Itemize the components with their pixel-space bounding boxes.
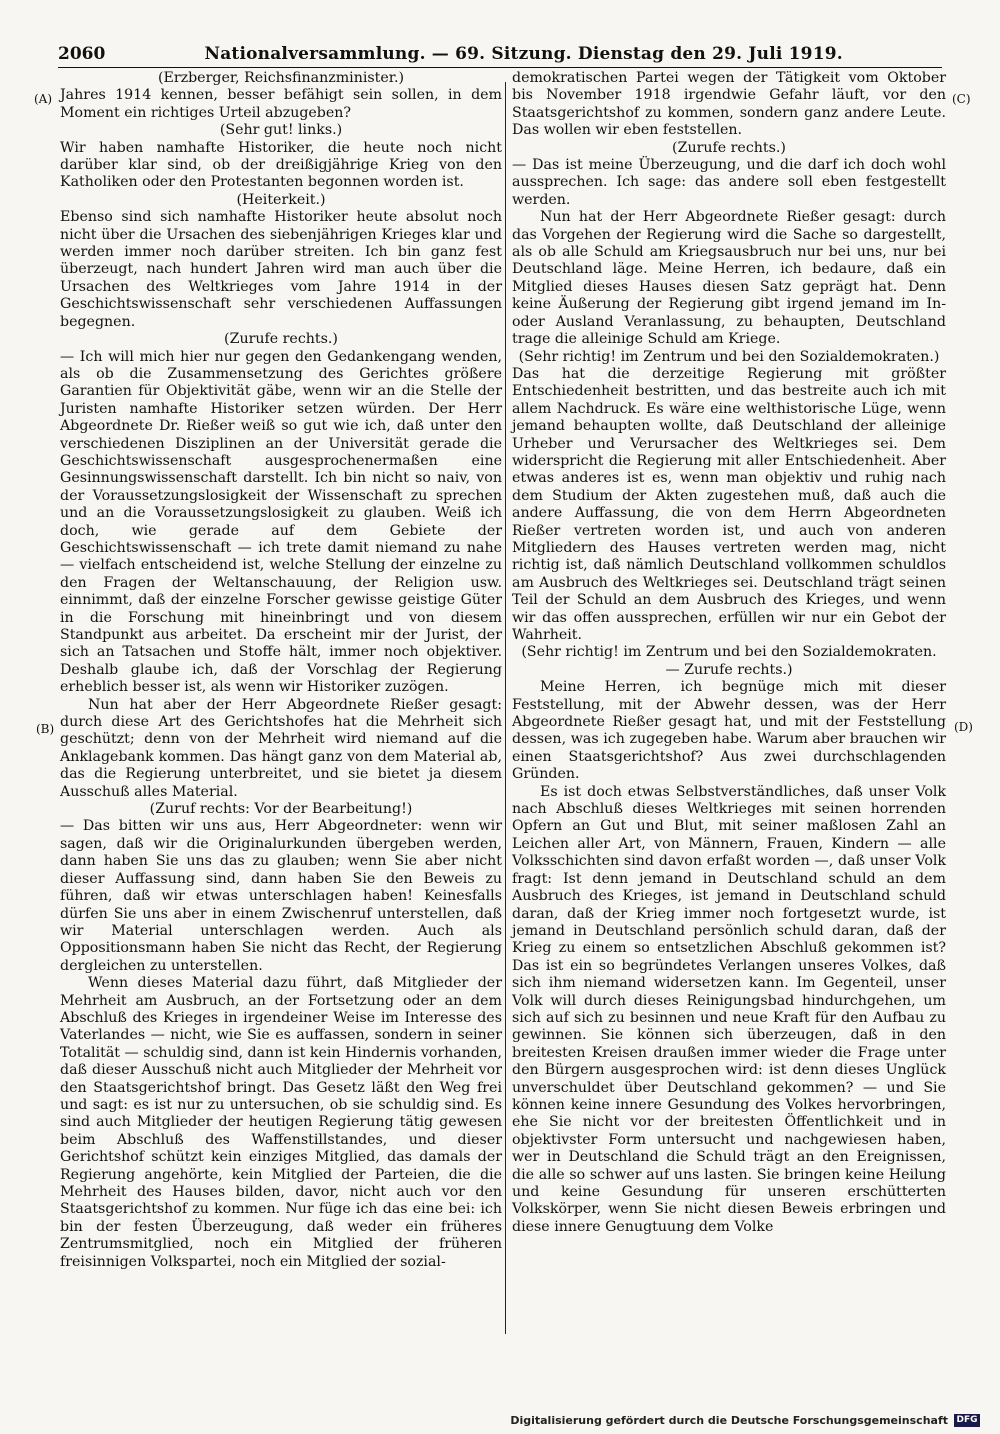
dfg-logo-icon: DFG (954, 1414, 980, 1427)
footer-credit (510, 1414, 980, 1427)
interjection: (Zurufe rechts.) (672, 139, 786, 156)
paragraph: Es ist doch etwas Selbstverständliches, daß unser Volk nach Abschluß dieses Weltkrieges mit seinen horrenden Opfern an Gut und Blut, mit seiner maßlosen Zahl an Leichen aller Art, von Männern, Frauen, Kindern — alle Volksschichten sind davon erfaßt worden —, daß unser Volk fragt: Ist denn jemand in Deutschland schuld an dem Ausbruch des Krieges, ist jemand in Deutschland schuld daran, daß der Krieg immer noch fortgesetzt wurde, ist jemand in Deutschland persönlich schuld daran, daß der Krieg zu einem so entsetzlichen Abschluß gekommen ist? Das ist ein so begründetes Verlangen unseres Volkes, daß sich ihm niemand widersetzen kann. Im Gegenteil, unser Volk will durch dieses Reinigungsbad hindurchgehen, um sich auf sich zu besinnen und neue Kraft für den Aufbau zu gewinnen. Sie können sich überzeugen, daß in den breitesten Kreisen draußen immer wieder die Frage unter den Bürgern ausgesprochen wird: ist denn dieses Unglück unverschuldet über Deutschland gekommen? — und Sie können keine innere Gesundung des Volkes hervorbringen, ehe Sie nicht vor der breitesten Öffentlichkeit und in objektivster Form untersucht und nachgewiesen haben, wer in Deutschland die Schuld trägt an den Ereignissen, die alle so schwer auf uns lasten. Sie bringen keine Heilung und keine Gesundung für unseren erschütterten Volkskörper, wenn Sie nicht diesen Beweis erbringen und diese innere Genugtuung dem Volke (512, 783, 946, 1235)
column-divider (505, 82, 506, 1334)
paragraph: Wenn dieses Material dazu führt, daß Mitglieder der Mehrheit am Ausbruch, an der Fortsetzung oder an dem Abschluß des Krieges in irgendeiner Weise im Interesse des Vaterlandes — nicht, wie Sie es auffassen, sondern in seiner Totalität — schuldig sind, dann ist kein Hindernis vorhanden, daß dieser Ausschuß nicht auch Mitglieder der Mehrheit vor den Staatsgerichtshof bringt. Das Gesetz läßt den Weg frei und sagt: es ist nur zu untersuchen, ob sie schuldig sind. Es sind auch Mitglieder der heutigen Regierung tätig gewesen beim Abschluß des Waffenstillstandes, und dieser Gerichtshof schützt kein einziges Mitglied, das damals der Regierung angehörte, kein Mitglied der Parteien, die die Mehrheit des Hauses bilden, davor, nicht auch vor den Staatsgerichtshof zu kommen. Nur füge ich das eine bei: ich bin der festen Überzeugung, daß weder ein früheres Zentrumsmitglied, noch ein Mitglied der früheren freisinnigen Volkspartei, noch ein Mitglied der sozial- (60, 975, 503, 1270)
paragraph: — Das bitten wir uns aus, Herr Abgeordneter: wenn wir sagen, daß wir die Originalurkunden übergeben werden, dann haben Sie uns das zu glauben; wenn Sie aber nicht dieser Auffassung sind, dann haben Sie den Beweis zu führen, daß wir etwas unterschlagen haben! Keinesfalls dürfen Sie uns aber in einem Zwischenruf unterstellen, daß wir Material unterschlagen werden. Auch als Oppositionsmann haben Sie nicht das Recht, der Regierung dergleichen zu unterstellen. (60, 818, 502, 974)
paragraph: Wir haben namhafte Historiker, die heute noch nicht darüber klar sind, ob der dreißigjährige Krieg von den Katholiken oder den Protestanten begonnen worden ist. (60, 139, 502, 191)
paragraph: Nun hat der Herr Abgeordnete Rießer gesagt: durch das Vorgehen der Regierung wird die Sache so dargestellt, als ob alle Schuld am Kriegsausbruch nur bei uns, nur bei Deutschland läge. Meine Herren, ich bedaure, daß ein Mitglied dieses Hauses diesen Satz geprägt hat. Denn keine Äußerung der Regierung gibt irgend jemand im In- oder Ausland Veranlassung, zu behaupten, Deutschland trage die alleinige Schuld am Kriege. (512, 209, 946, 348)
interjection: (Sehr gut! links.) (219, 122, 343, 139)
speaker-attribution: (Erzberger, Reichsfinanzminister.) (157, 70, 405, 86)
margin-marker-a: (A) (34, 92, 53, 106)
margin-marker-b: (B) (36, 722, 55, 736)
left-column (60, 70, 502, 1271)
right-column (512, 70, 946, 1236)
page-header (58, 36, 942, 68)
interjection: (Sehr richtig! im Zentrum und bei den Sozialdemokraten. — Zurufe rechts.) (521, 644, 937, 678)
paragraph: Ebenso sind sich namhafte Historiker heute absolut noch nicht über die Ursachen des siebenjährigen Krieges klar und werden immer noch darüber streiten. Ich bin ganz fest überzeugt, nach hundert Jahren wird man auch über die Ursachen des Weltkrieges vom Jahre 1914 in der Geschichtswissenschaft sehr verschiedenen Auffassungen begegnen. (60, 209, 502, 330)
margin-marker-c: (C) (952, 92, 971, 106)
margin-marker-d: (D) (954, 720, 973, 734)
interjection: (Zurufe rechts.) (224, 331, 338, 348)
paragraph: — Das ist meine Überzeugung, und die darf ich doch wohl aussprechen. Ich sage: das andere soll eben festgestellt werden. (512, 157, 946, 208)
running-title: Nationalversammlung. — 69. Sitzung. Dienstag den 29. Juli 1919. (204, 44, 843, 64)
footer-credit-text: Digitalisierung gefördert durch die Deutsche Forschungsgemeinschaft (510, 1414, 948, 1427)
page-number: 2060 (58, 44, 106, 64)
paragraph: Jahres 1914 kennen, besser befähigt sein sollen, in dem Moment ein richtiges Urteil abzugeben? (60, 87, 502, 121)
interjection: (Zuruf rechts: Vor der Bearbeitung!) (149, 801, 413, 818)
interjection: (Heiterkeit.) (236, 191, 326, 208)
paragraph: — Ich will mich hier nur gegen den Gedankengang wenden, als ob die Zusammensetzung des Gerichtes größere Garantien für Objektivität gäbe, wenn wir an die Stelle der Juristen namhafte Historiker setzen würden. Der Herr Abgeordnete Dr. Rießer weiß so gut wie ich, daß unter den verschiedenen Disziplinen an der Universität gerade die Geschichtswissenschaft ausgesprochenermaßen eine Gesinnungswissenschaft darstellt. Ich bin nicht so naiv, von der Voraussetzungslosigkeit der Wissenschaft zu sprechen und an die Voraussetzungslosigkeit zu glauben. Weiß ich doch, wie gerade auf dem Gebiete der Geschichtswissenschaft — ich trete damit niemand zu nahe — vielfach entscheidend ist, welche Stellung der einzelne zu den Fragen der Weltanschauung, der Religion usw. einnimmt, daß der einzelne Forscher gewisse geistige Güter in die Forschung mit hineinbringt und von diesem Standpunkt aus arbeitet. Da erscheint mir der Jurist, der sich an Tatsachen und Stoffe hält, immer noch objektiver. Deshalb glaube ich, daß der Vorschlag der Regierung erheblich besser ist, als wenn wir Historiker zuzögen. (60, 348, 502, 696)
paragraph: Nun hat aber der Herr Abgeordnete Rießer gesagt: durch diese Art des Gerichtshofes hat die Mehrheit sich geschützt; denn von der Mehrheit wird niemand auf die Anklagebank kommen. Das hängt ganz von dem Material ab, das die Regierung unterbreitet, und sie bietet ja diesem Ausschuß alles Material. (60, 696, 502, 800)
interjection: (Sehr richtig! im Zentrum und bei den Sozialdemokraten.) (518, 348, 940, 365)
paragraph: Das hat die derzeitige Regierung mit größter Entschiedenheit bestritten, und das bestreite auch ich mit allem Nachdruck. Es wäre eine welthistorische Lüge, wenn jemand behaupten wollte, daß Deutschland der alleinige Urheber und Verursacher des Weltkrieges sei. Dem widerspricht die Regierung mit aller Entschiedenheit. Aber etwas anderes ist es, wenn man objektiv und ruhig nach dem Studium der Akten zugestehen muß, daß auch die andere Auffassung, die von dem Herrn Abgeordneten Rießer vertreten worden ist, und auch von anderen Mitgliedern des Hauses vertreten werden mag, nicht richtig ist, daß nämlich Deutschland vollkommen schuldlos am Ausbruch des Weltkrieges sei. Deutschland trägt seinen Teil der Schuld an dem Ausbruch des Krieges, und wenn wir das offen aussprechen, erfüllen wir nur ein Gebot der Wahrheit. (512, 365, 946, 643)
paragraph: Meine Herren, ich begnüge mich mit dieser Feststellung, mit der Abwehr dessen, was der Herr Abgeordnete Rießer gesagt hat, und mit der Feststellung dessen, was ich zugegeben habe. Warum aber brauchen wir einen Staatsgerichtshof? Aus zwei durchschlagenden Gründen. (512, 679, 946, 783)
paragraph: demokratischen Partei wegen der Tätigkeit vom Oktober bis November 1918 irgendwie Gefahr läuft, vor den Staatsgerichtshof zu kommen, sondern ganz andere Leute. Das wollen wir eben feststellen. (512, 70, 946, 139)
